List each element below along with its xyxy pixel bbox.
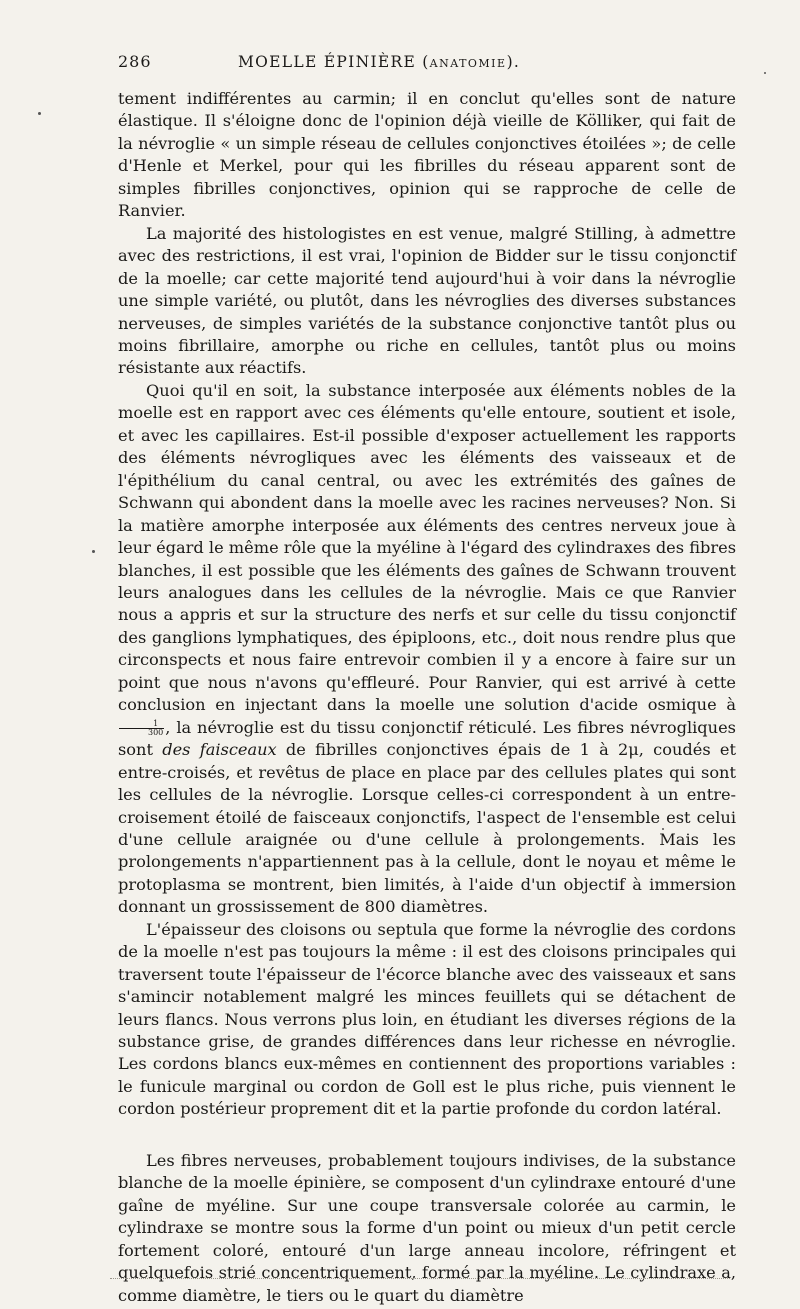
running-title: MOELLE ÉPINIÈRE ( xyxy=(238,53,430,71)
paragraph-septula: L'épaisseur des cloisons ou septula que forme la névroglie des cordons de la moelle n'est pas toujours la même : il est des cloisons principales qui traversent toute l'épaisseur de l'écorce blanche avec des vaisseaux et sans s'amincir notablement malgré les minces feuillets qui se détachent de leurs flancs. Nous verrons plus loin, en étudiant les diverses régions de la substance grise, de grandes différences dans leur richesse en névroglie. Les cordons blancs eux-mêmes en contiennent des proportions variables : le funicule marginal ou cordon de Goll est le plus riche, puis viennent le cordon postérieur proprement dit et la partie profonde du cordon latéral. xyxy=(118,919,736,1119)
scan-edge-noise xyxy=(110,1278,730,1281)
page-number: 286 xyxy=(118,52,152,71)
emphasized-term: des faisceaux xyxy=(162,740,277,760)
running-head xyxy=(118,52,736,88)
paragraph-text-part: Quoi qu'il en soit, la substance interposée aux éléments nobles de la moelle est en rapport avec ces éléments qu'elle entoure, soutient et isole, et avec les capillaires. Est-il possible d'exposer actuellement les rapports des éléments névrogliques avec les éléments des vaisseaux et de l'épithélium du canal central, ou avec les extrémités des gaînes de Schwann qui abondent dans la moelle avec les racines nerveuses? Non. Si la matière amorphe interposée aux éléments des centres nerveux joue à leur égard le même rôle que la myéline à l'égard des cylindraxes des fibres blanches, il est possible que les éléments des gaînes de Schwann trouvent leurs analogues dans les cellules de la névroglie. Mais ce que Ranvier nous a appris et sur la structure des nerfs et sur celle du tissu conjonctif des ganglions lymphatiques, des épiploons, etc., doit nous rendre plus que circonspects et nous faire entrevoir combien il y a encore à faire sur un point que nous n'avons qu'effleuré. Pour Ranvier, qui est arrivé à cette conclusion en injectant dans la moelle une solution d'acide osmique à xyxy=(118,380,737,715)
fraction xyxy=(119,720,164,737)
paragraph-nerve-fibres: Les fibres nerveuses, probablement toujours indivises, de la substance blanche de la moelle épinière, se composent d'un cylindraxe entouré d'une gaîne de myéline. Sur une coupe transversale colorée au carmin, le cylindraxe se montre sous la forme d'un point ou mieux d'un petit cercle fortement coloré, entouré d'un large anneau incolore, réfringent et quelquefois strié concentriquement, formé par la myéline. Le cylindraxe a, comme diamètre, le tiers ou le quart du diamètre xyxy=(118,1150,736,1305)
scan-speck xyxy=(38,112,41,115)
paragraph-interposed-substance xyxy=(118,380,736,919)
fraction-numerator: 1 xyxy=(119,720,164,729)
paragraph-text-part: de fibrilles conjonctives épais de 1 à 2μ, coudés et entre-croisés, et revêtus de place en place par des cellules plates qui sont les cellules de la névroglie. Lorsque celles-ci correspondent à un entre-croisement étoilé de faisceaux conjonctifs, l'aspect de l'ensemble est celui d'une cellule araignée ou d'une cellule à prolongements. Mais les prolongements n'appartiennent pas à la cellule, dont le noyau et même le protoplasma se montrent, bien limités, à l'aide d'un objectif à immersion donnant un grossissement de 800 diamètres. xyxy=(118,740,736,917)
running-title-close: ). xyxy=(506,53,521,71)
scan-speck xyxy=(92,550,95,553)
paragraph-text-part: , la névroglie est du tissu conjonctif réticulé. Les fibres névrogliques sont xyxy=(118,717,736,760)
fraction-denominator: 300 xyxy=(148,727,164,737)
paragraph-continuation: tement indifférentes au carmin; il en conclut qu'elles sont de nature élastique. Il s'éloigne donc de l'opinion déjà vieille de Kölliker, qui fait de la névroglie « un simple réseau de cellules conjonctives étoilées »; de celle d'Henle et Merkel, pour qui les fibrilles du réseau apparent sont de simples fibrilles conjonctives, opinion qui se rapproche de celle de Ranvier. xyxy=(118,89,736,221)
scan-speck xyxy=(662,828,664,830)
paragraph-majority: La majorité des histologistes en est venue, malgré Stilling, à admettre avec des restrictions, il est vrai, l'opinion de Bidder sur le tissu conjonctif de la moelle; car cette majorité tend aujourd'hui à voir dans la névroglie une simple variété, ou plutôt, dans les névroglies des diverses substances nerveuses, de simples variétés de la substance conjonctive tantôt plus ou moins fibrillaire, amorphe ou riche en cellules, tantôt plus ou moins résistante aux réactifs. xyxy=(118,223,736,378)
scan-speck xyxy=(764,72,766,74)
body-text xyxy=(118,88,736,1307)
book-page xyxy=(118,52,736,1307)
running-subtitle: ANATOMIE xyxy=(429,57,507,70)
